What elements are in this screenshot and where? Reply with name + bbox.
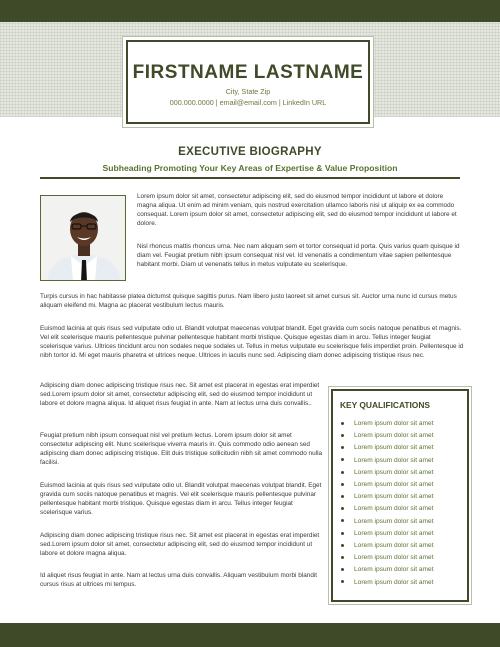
qualification-item: Lorem ipsum dolor sit amet [341, 528, 434, 540]
bullet-icon [341, 422, 344, 425]
top-color-bar [0, 0, 500, 22]
bullet-icon [341, 495, 344, 498]
qualification-item: Lorem ipsum dolor sit amet [341, 442, 434, 454]
bio-paragraph-2: Nisl rhoncus mattis rhoncus urna. Nec nam aliquam sem et tortor consequat id porta. Quis varius quam quisque id diam vel. Feugiat pretium nibh ipsum consequat nisl vel. Id venenatis a condimentum vitae sapien pellentesque habitant morbi. Diam ut venenatis tellus in metus vulputate eu scelerisque. [137, 243, 460, 268]
qualification-item: Lorem ipsum dolor sit amet [341, 455, 434, 467]
qualifications-title: KEY QUALIFICATIONS [340, 400, 430, 410]
qualification-item: Lorem ipsum dolor sit amet [341, 552, 434, 564]
bullet-icon [341, 483, 344, 486]
bullet-icon [341, 544, 344, 547]
address-line: City, State Zip [225, 87, 271, 96]
bullet-icon [341, 568, 344, 571]
bio-paragraph-1: Lorem ipsum dolor sit amet, consectetur adipiscing elit, sed do eiusmod tempor incididunt ut labore et dolore magna aliqua. Ut enim ad minim veniam, quis nostrud exercitation ullamco laboris nisi ut aliquip ex ea commodo consequat. Lorem ipsum dolor sit amet, consectetur adipiscing elit, sed do eiusmod tempor incididunt ut labore et dolore. [137, 193, 457, 227]
qualification-item: Lorem ipsum dolor sit amet [341, 491, 434, 503]
qualification-item: Lorem ipsum dolor sit amet [341, 430, 434, 442]
key-qualifications-box [331, 389, 469, 602]
qualification-item: Lorem ipsum dolor sit amet [341, 503, 434, 515]
bullet-icon [341, 458, 344, 461]
qualification-item: Lorem ipsum dolor sit amet [341, 467, 434, 479]
qualification-item: Lorem ipsum dolor sit amet [341, 564, 434, 576]
bio-paragraph-7: Euismod lacinia at quis risus sed vulputate odio ut. Blandit volutpat maecenas volutpat blandit. Eget gravida cum sociis natoque penatibus et magnis. Vel elit scelerisque mauris pellentesque pulvinar pellentesque habitant morbi tristique. Quisque egestas diam in arcu. Tellus integer feugiat scelerisque varius. [40, 482, 322, 516]
bullet-icon [341, 556, 344, 559]
headshot-photo [40, 195, 126, 281]
bullet-icon [341, 580, 344, 583]
qualification-item: Lorem ipsum dolor sit amet [341, 479, 434, 491]
bio-paragraph-5: Adipiscing diam donec adipiscing tristique risus nec. Sit amet est placerat in egestas erat imperdiet sed.Lorem ipsum dolor sit amet, consectetur adipiscing elit, sed do eiusmod tempor incididunt ut labore et dolore magna aliqua. Id aliquet risus feugiat in ante. Nam at lectus urna duis convallis.. [40, 382, 320, 407]
section-subheading: Subheading Promoting Your Key Areas of Expertise & Value Proposition [102, 163, 398, 173]
bullet-icon [341, 519, 344, 522]
bullet-icon [341, 434, 344, 437]
full-name: FIRSTNAME LASTNAME [132, 62, 364, 83]
qualification-item: Lorem ipsum dolor sit amet [341, 418, 434, 430]
qualification-item: Lorem ipsum dolor sit amet [341, 577, 434, 589]
bio-paragraph-8: Adipiscing diam donec adipiscing tristique risus nec. Sit amet est placerat in egestas erat imperdiet sed.Lorem ipsum dolor sit amet, consectetur adipiscing elit, sed do eiusmod tempor incididunt ut labore et dolore magna aliqua. [40, 532, 320, 557]
bullet-icon [341, 507, 344, 510]
bullet-icon [341, 532, 344, 535]
bio-paragraph-9: Id aliquet risus feugiat in ante. Nam at lectus urna duis convallis. Aliquam vestibulum morbi blandit cursus risus at ultrices mi tempus. [40, 572, 318, 588]
section-rule [40, 177, 460, 179]
bio-paragraph-6: Feugiat pretium nibh ipsum consequat nisl vel pretium lectus. Lorem ipsum dolor sit amet consectetur adipiscing elit. Nunc scelerisque viverra mauris in. Quis commodo odio aenean sed adipiscing diam donec adipiscing tristique. Elit duis tristique sollicitudin nibh sit amet commodo nulla facilisi. [40, 432, 323, 466]
bio-paragraph-3: Turpis cursus in hac habitasse platea dictumst quisque sagittis purus. Nam libero justo laoreet sit amet cursus sit. Auctor urna nunc id cursus metus aliquam eleifend mi. Magna ac placerat vestibulum lectus mauris. [40, 293, 457, 309]
qualification-item: Lorem ipsum dolor sit amet [341, 540, 434, 552]
qualification-item: Lorem ipsum dolor sit amet [341, 516, 434, 528]
bio-paragraph-4: Euismod lacinia at quis risus sed vulputate odio ut. Blandit volutpat maecenas volutpat blandit. Eget gravida cum sociis natoque penatibus et magnis. Vel elit scelerisque mauris pellentesque pulvinar pellentesque habitant morbi tristique. Quisque egestas diam in arcu. Tellus integer feugiat scelerisque varius. Ultrices tincidunt arcu non sodales neque sodales ut. Tellus in metus vulputate eu scelerisque felis imperdiet proin. Pellentesque id nibh tortor id. Mi eget mauris pharetra et ultrices neque. Ultrices in iaculis nunc sed. Adipiscing diam donec adipiscing tristique risus nec. [40, 325, 464, 359]
qualifications-list [341, 418, 434, 589]
headshot-illustration [41, 196, 126, 281]
contact-line: 000.000.0000 | email@email.com | LinkedIn URL [169, 98, 327, 107]
bullet-icon [341, 446, 344, 449]
bullet-icon [341, 471, 344, 474]
bottom-color-bar [0, 623, 500, 647]
section-title: EXECUTIVE BIOGRAPHY [178, 146, 322, 158]
name-box [126, 40, 370, 124]
